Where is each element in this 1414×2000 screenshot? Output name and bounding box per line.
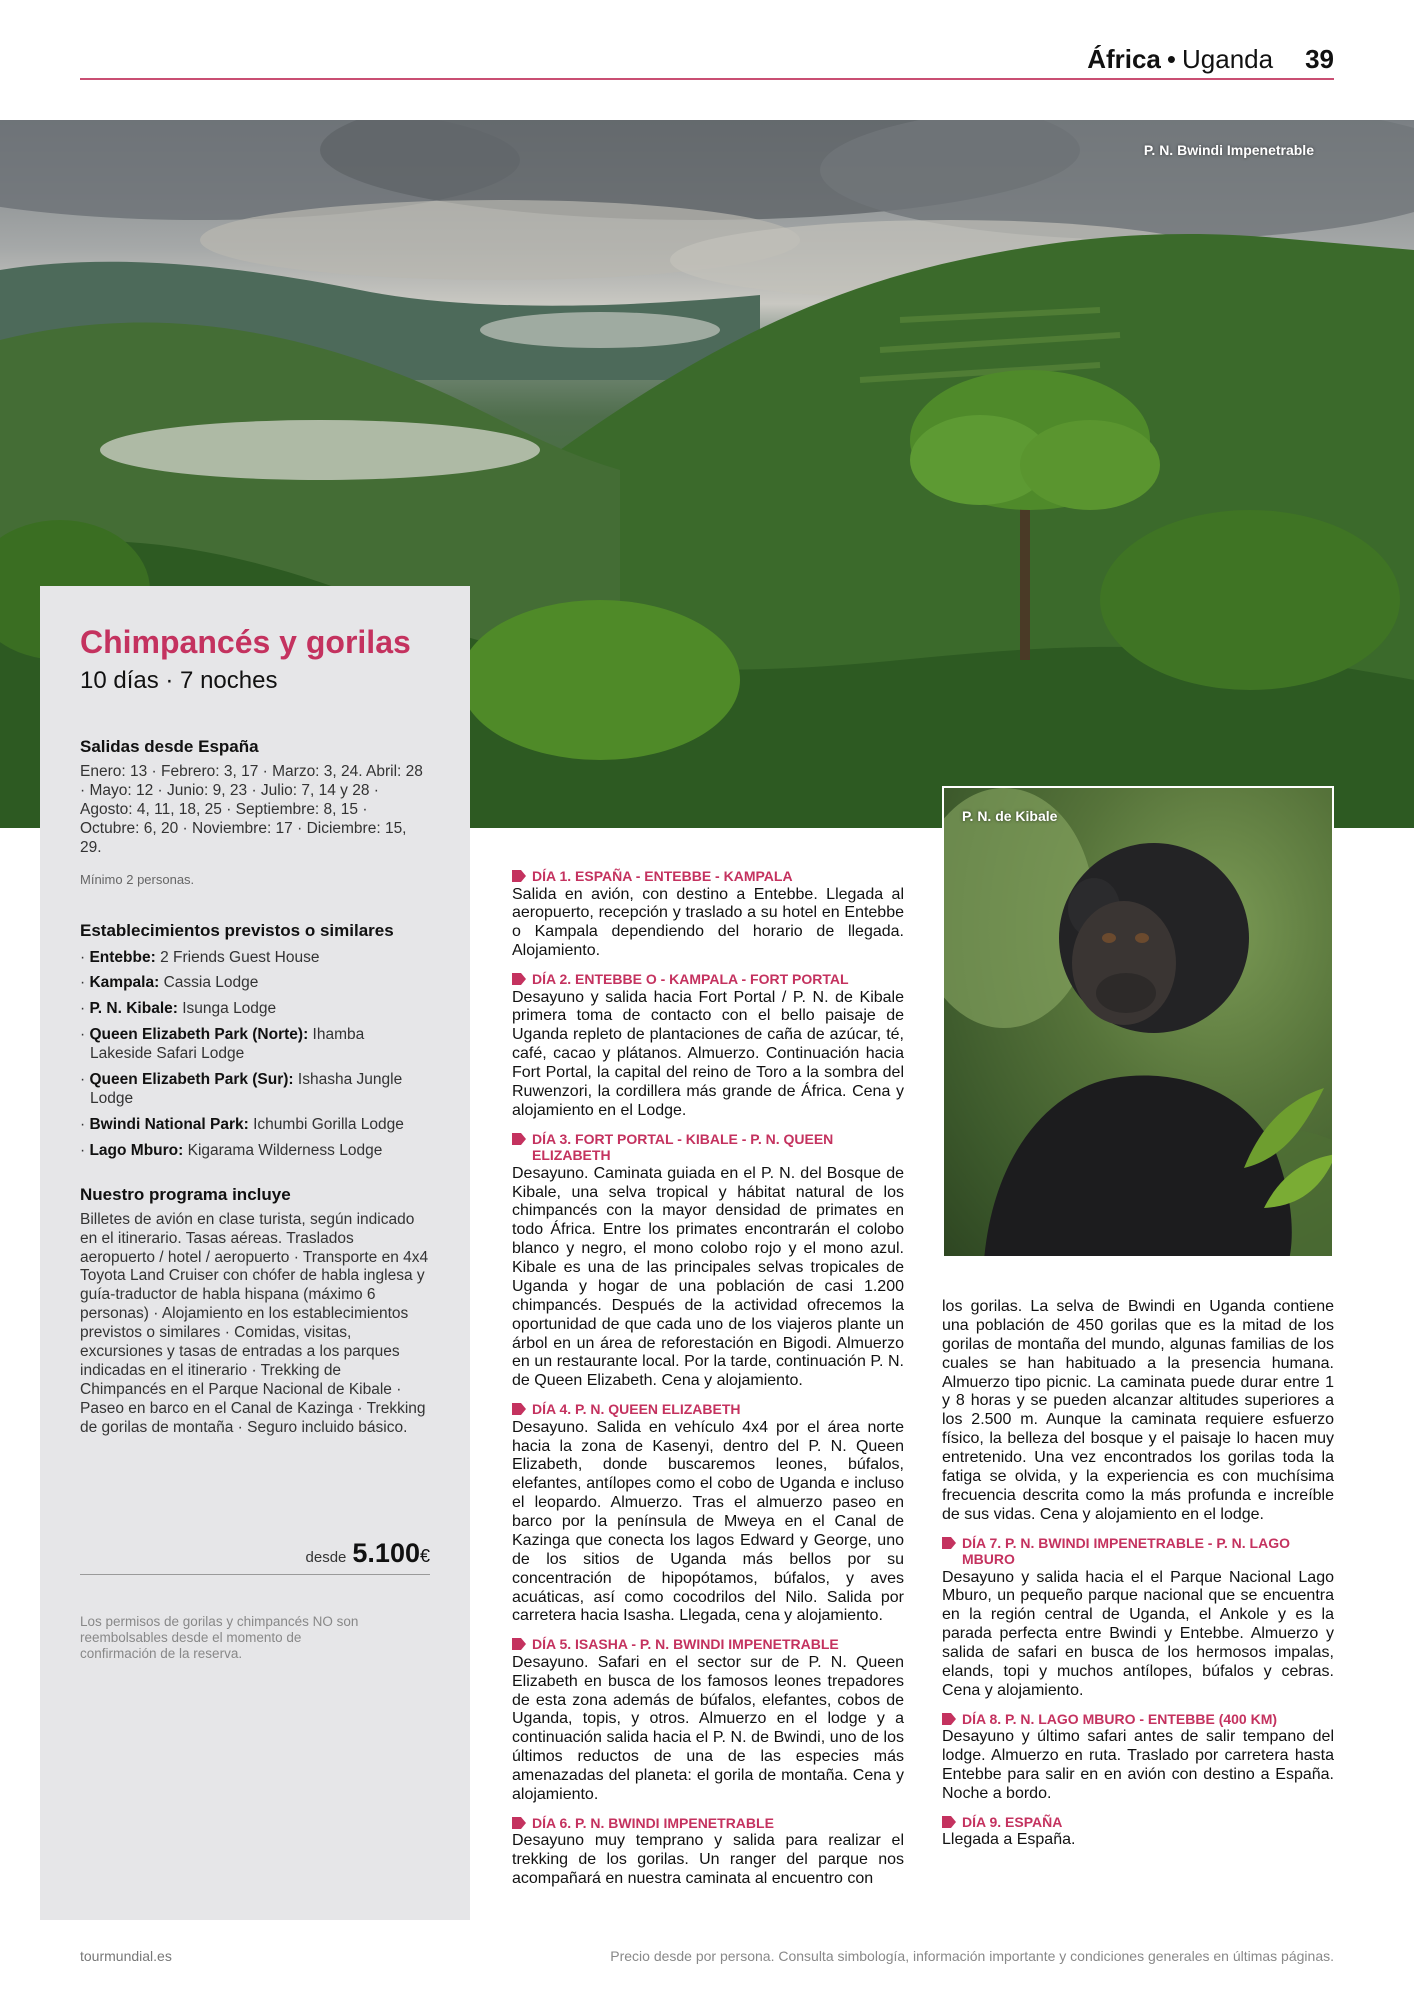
day-title: DÍA 1. ESPAÑA - ENTEBBE - KAMPALA bbox=[532, 868, 793, 884]
header-country: Uganda bbox=[1182, 44, 1274, 74]
day-text: Desayuno y salida hacia el el Parque Nacional Lago Mburo, un pequeño parque nacional que se encuentra en la región central de Uganda, el Ankole y es la parada perfecta entre Bwindi y Entebbe. Almuerzo y salida de safari en busca de los hermosos impalas, elands, topi y muchos antílopes, búfalos y cebras. Cena y alojamiento. bbox=[942, 1568, 1334, 1699]
itinerary-day-continued bbox=[942, 1298, 1334, 1525]
trip-title: Chimpancés y gorilas bbox=[80, 624, 411, 660]
itinerary-column-middle bbox=[512, 868, 904, 1899]
price-currency: € bbox=[419, 1546, 430, 1566]
establishment-item: · Bwindi National Park: Ichumbi Gorilla Lodge bbox=[80, 1115, 404, 1133]
arrow-bullet-icon bbox=[512, 1403, 526, 1415]
day-text: Desayuno. Safari en el sector sur de P. N. Queen Elizabeth en busca de los famosos leones trepadores de esta zona además de búfalos, elefantes, cobos de Uganda, topis, y otros. Almuerzo en el lodge y a continuación salida hacia el P. N. de Bwindi, uno de los últimos reductos de una de las especies más amenazadas del planeta: el gorila de montaña. Cena y alojamiento. bbox=[512, 1653, 904, 1803]
header-rule bbox=[80, 78, 1334, 80]
arrow-bullet-icon bbox=[512, 870, 526, 882]
day-text: los gorilas. La selva de Bwindi en Uganda contiene una población de 450 gorilas que es la mitad de los gorilas de montaña del mundo, algunas familias de los cuales se han habituado a la presencia humana. Almuerzo tipo picnic. La caminata puede durar entre 1 y 8 horas y se pueden alcanzar altitudes superiores a los 2.500 m. Aunque la caminata requiere esfuerzo físico, la belleza del bosque y el paisaje lo hacen muy entretenido. Una vez encontrados los gorilas toda la fatiga se olvida, y la experiencia es con muchísima frecuencia descrita como la más profunda e increíble de sus vidas. Cena y alojamiento en el lodge. bbox=[942, 1298, 1334, 1523]
day-title: DÍA 7. P. N. BWINDI IMPENETRABLE - P. N. LAGO MBURO bbox=[962, 1534, 1290, 1568]
chimpanzee-illustration bbox=[944, 788, 1334, 1258]
establishment-item: · Kampala: Cassia Lodge bbox=[80, 974, 259, 992]
header-separator: • bbox=[1166, 44, 1176, 74]
day-text: Desayuno y último safari antes de salir tempano del lodge. Almuerzo en ruta. Traslado por carretera hasta Entebbe para salir en en avión con destino a España. Noche a bordo. bbox=[942, 1728, 1334, 1802]
itinerary-day bbox=[942, 1814, 1334, 1850]
day-title: DÍA 6. P. N. BWINDI IMPENETRABLE bbox=[532, 1814, 774, 1831]
header-region: África bbox=[1087, 44, 1161, 74]
chimp-caption: P. N. de Kibale bbox=[962, 808, 1058, 824]
establishment-item: · Queen Elizabeth Park (Norte): Ihamba Lakeside Safari Lodge bbox=[80, 1026, 365, 1063]
itinerary-day bbox=[512, 1401, 904, 1626]
trip-duration: 10 días · 7 noches bbox=[80, 667, 278, 694]
establishment-item: · Queen Elizabeth Park (Sur): Ishasha Jungle Lodge bbox=[80, 1071, 403, 1107]
chimpanzee-photo bbox=[942, 786, 1334, 1258]
footer-disclaimer: Precio desde por persona. Consulta simbología, información importante y condiciones generales en últimas páginas. bbox=[610, 1948, 1334, 1964]
establishment-item: · P. N. Kibale: Isunga Lodge bbox=[80, 1000, 277, 1018]
website-link[interactable]: tourmundial.es bbox=[80, 1948, 172, 1964]
itinerary-day bbox=[512, 1131, 904, 1392]
itinerary-day bbox=[512, 971, 904, 1121]
price bbox=[306, 1538, 430, 1569]
day-title: DÍA 9. ESPAÑA bbox=[962, 1813, 1063, 1830]
includes-text: Billetes de avión en clase turista, según indicado en el itinerario. Tasas aéreas. Traslados aeropuerto / hotel / aeropuerto · Transporte en 4x4 Toyota Land Cruiser con chófer de habla inglesa y guía-traductor de habla hispana (máximo 6 personas) · Alojamiento en los establecimientos previstos o similares · Comidas, visitas, excursiones y tasas de entradas a los parques indicadas en el itinerario · Trekking de Chimpancés en el Parque Nacional de Kibale · Paseo en barco en el Canal de Kazinga · Trekking de gorilas de montaña · Seguro incluido básico. bbox=[80, 1210, 429, 1436]
day-title: DÍA 8. P. N. LAGO MBURO - ENTEBBE (400 KM) bbox=[962, 1710, 1278, 1727]
establishments-list bbox=[80, 949, 430, 1161]
arrow-bullet-icon bbox=[512, 1817, 526, 1829]
itinerary-column-right bbox=[942, 1298, 1334, 1860]
arrow-bullet-icon bbox=[512, 1638, 526, 1650]
day-text: Llegada a España. bbox=[942, 1831, 1076, 1849]
header-right bbox=[1087, 44, 1334, 75]
hero-caption: P. N. Bwindi Impenetrable bbox=[1143, 142, 1314, 158]
itinerary-day bbox=[942, 1711, 1334, 1804]
day-text: Desayuno y salida hacia Fort Portal / P. N. de Kibale primera toma de contacto con el bello paisaje de Uganda repleto de plantaciones de caña de azúcar, té, café, cacao y plátanos. Almuerzo. Continuación hacia Fort Portal, la capital del reino de Toro a la sombra del Ruwenzori, la cordillera más grande de África. Cena y alojamiento en el Lodge. bbox=[512, 988, 904, 1119]
arrow-bullet-icon bbox=[942, 1713, 956, 1725]
day-text: Salida en avión, con destino a Entebbe. Llegada al aeropuerto, recepción y traslado a su hotel en Entebbe o Kampala dependiendo del horario de llegada. Alojamiento. bbox=[512, 885, 904, 960]
itinerary-day bbox=[512, 868, 904, 961]
day-text: Desayuno. Salida en vehículo 4x4 por el área norte hacia la zona de Kasenyi, dentro del P. N. Queen Elizabeth, donde buscaremos leones, búfalos, elefantes, antílopes como el cobo de Uganda e incluso el leopardo. Almuerzo. Tras el almuerzo paseo en barco por la península de Mweya en el Canal de Kazinga que conecta los lagos Edward y George, uno de los sitios de Uganda más bellos por su concentración de hipopótamos, búfalos, y aves acuáticas, así como cocodrilos del Nilo. Salida por carretera hacia Isasha. Llegada, cena y alojamiento. bbox=[512, 1418, 904, 1625]
arrow-bullet-icon bbox=[942, 1537, 956, 1549]
establishment-item: · Lago Mburo: Kigarama Wilderness Lodge bbox=[80, 1141, 383, 1159]
arrow-bullet-icon bbox=[512, 1133, 526, 1145]
itinerary-day bbox=[512, 1636, 904, 1805]
day-title: DÍA 2. ENTEBBE O - KAMPALA - FORT PORTAL bbox=[532, 971, 849, 988]
itinerary-day bbox=[512, 1815, 904, 1889]
establishment-item: · Entebbe: 2 Friends Guest House bbox=[80, 948, 320, 966]
establishments-heading: Establecimientos previstos o similares bbox=[80, 920, 394, 940]
minimum-note: Mínimo 2 personas. bbox=[80, 871, 195, 887]
permit-note: Los permisos de gorilas y chimpancés NO son reembolsables desde el momento de confirmación de la reserva. bbox=[80, 1614, 359, 1662]
page-number: 39 bbox=[1305, 44, 1334, 74]
arrow-bullet-icon bbox=[512, 973, 526, 985]
trip-info-panel bbox=[40, 586, 470, 1920]
itinerary-day bbox=[942, 1535, 1334, 1701]
page-header bbox=[80, 44, 1334, 80]
includes-heading: Nuestro programa incluye bbox=[80, 1184, 291, 1204]
price-divider bbox=[80, 1574, 430, 1575]
departures-heading: Salidas desde España bbox=[80, 737, 259, 756]
arrow-bullet-icon bbox=[942, 1816, 956, 1828]
departures-text: Enero: 13 · Febrero: 3, 17 · Marzo: 3, 24. Abril: 28 · Mayo: 12 · Junio: 9, 23 · Julio: 7, 14 y 28 · Agosto: 4, 11, 18, 25 · Septiembre: 8, 15 · Octubre: 6, 20 · Noviembre: 17 · Diciembre: 15, 29. bbox=[80, 763, 423, 856]
price-prefix: desde bbox=[305, 1549, 347, 1566]
day-title: DÍA 3. FORT PORTAL - KIBALE - P. N. QUEEN ELIZABETH bbox=[532, 1130, 834, 1164]
day-text: Desayuno muy temprano y salida para realizar el trekking de los gorilas. Un ranger del parque nos acompañará en nuestra caminata al encuentro con bbox=[512, 1832, 904, 1888]
day-text: Desayuno. Caminata guiada en el P. N. del Bosque de Kibale, una selva tropical y hábitat natural de los chimpancés con la mayor densidad de primates en todo África. Entre los primates encontrarán el colobo blanco y negro, el mono colobo rojo y el mono azul. Kibale es una de las principales selvas tropicales de Uganda y hogar de una población de casi 1.200 chimpancés. Después de la actividad ofrecemos la oportunidad de que cada uno de los viajeros plante un árbol en un área de reforestación en Bigodi. Almuerzo en un restaurante local. Por la tarde, continuación P. N. de Queen Elizabeth. Cena y alojamiento. bbox=[512, 1164, 904, 1390]
day-title: DÍA 5. ISASHA - P. N. BWINDI IMPENETRABLE bbox=[532, 1636, 839, 1653]
day-title: DÍA 4. P. N. QUEEN ELIZABETH bbox=[532, 1401, 741, 1418]
price-value: 5.100 bbox=[352, 1538, 420, 1568]
